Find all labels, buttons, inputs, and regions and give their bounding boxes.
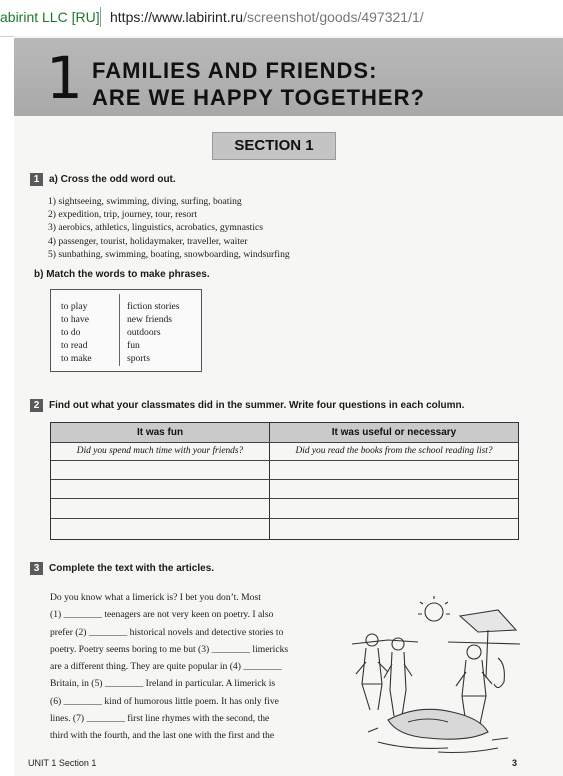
exercise-2-instruction: Find out what your classmates did in the summer. Write four questions in each column. xyxy=(49,400,465,411)
example-question-fun: Did you spend much time with your friends? xyxy=(76,446,244,456)
list-item: 2) expedition, trip, journey, tour, resort xyxy=(48,209,197,221)
match-right-item: outdoors xyxy=(127,327,161,338)
section-label: SECTION 1 xyxy=(212,132,336,160)
text-line xyxy=(50,641,330,658)
text-line xyxy=(50,606,330,623)
url-host: https://www.labirint.ru xyxy=(110,9,244,25)
list-item: 1) sightseeing, swimming, diving, surfing, boating xyxy=(48,196,242,207)
list-item: 3) aerobics, athletics, linguistics, acrobatics, gymnastics xyxy=(48,222,264,234)
exercise-2-badge: 2 xyxy=(30,399,43,412)
match-right-item: fiction stories xyxy=(127,301,180,312)
site-identity[interactable]: abirint LLC [RU] xyxy=(0,9,100,25)
exercise-3-badge: 3 xyxy=(30,562,43,575)
page-number: 3 xyxy=(512,758,518,768)
column-header-fun: It was fun xyxy=(51,423,269,442)
url-text[interactable] xyxy=(110,9,424,25)
exercise-1a-instruction: a) Cross the odd word out. xyxy=(49,174,176,185)
match-divider xyxy=(119,294,120,366)
match-left-item: to have xyxy=(61,314,89,325)
unit-number: 1 xyxy=(46,44,83,112)
unit-banner xyxy=(14,38,563,116)
text-line-content: prefer (2) ________ historical novels and detective stories to xyxy=(50,626,284,638)
match-left-column xyxy=(61,300,92,365)
column-header-useful: It was useful or necessary xyxy=(270,423,518,442)
table-row-line xyxy=(51,442,518,443)
text-line xyxy=(50,710,330,727)
text-line-content: are a different thing. They are quite popular in (4) ________ xyxy=(50,661,282,673)
match-right-column xyxy=(127,300,180,365)
text-line xyxy=(50,624,330,641)
text-line-content: (6) ________ kind of humorous little poem. It has only five xyxy=(50,695,279,707)
match-left-item: to read xyxy=(61,340,88,351)
list-item: 5) sunbathing, swimming, boating, snowboarding, windsurfing xyxy=(48,248,290,260)
table-column-divider xyxy=(269,423,270,539)
text-line-content: Do you know what a limerick is? I bet you don’t. Most xyxy=(50,592,261,603)
exercise-1b-instruction: b) Match the words to make phrases. xyxy=(34,269,210,280)
exercise-3-instruction: Complete the text with the articles. xyxy=(49,563,215,574)
list-item: 4) passenger, tourist, holidaymaker, traveller, waiter xyxy=(48,235,248,247)
match-right-item: fun xyxy=(127,340,140,351)
table-row-line xyxy=(51,460,518,461)
match-left-item: to make xyxy=(61,353,92,364)
table-row-line xyxy=(51,518,518,519)
questions-table xyxy=(50,422,519,540)
match-left-item: to do xyxy=(61,327,81,338)
match-left-item: to play xyxy=(61,301,88,312)
book-page xyxy=(14,36,563,776)
text-line-content: Britain, in (5) ________ Ireland in particular. A limerick is xyxy=(50,678,276,690)
text-line-content: lines. (7) ________ first line rhymes with the second, the xyxy=(50,713,270,725)
text-line xyxy=(50,658,330,675)
text-line xyxy=(50,589,330,606)
limerick-text xyxy=(50,589,330,745)
exercise-1-badge: 1 xyxy=(30,173,43,186)
match-box xyxy=(50,289,202,372)
match-right-item: new friends xyxy=(127,314,173,325)
beach-illustration xyxy=(348,592,523,762)
text-line-content: (1) ________ teenagers are not very keen on poetry. I also xyxy=(50,609,274,621)
table-row-line xyxy=(51,498,518,499)
address-divider xyxy=(100,7,101,27)
text-line xyxy=(50,727,330,744)
unit-title-line1: FAMILIES AND FRIENDS: xyxy=(92,58,378,83)
url-path: /screenshot/goods/497321/1/ xyxy=(243,9,424,25)
address-bar[interactable] xyxy=(0,0,563,37)
unit-title-line2: ARE WE HAPPY TOGETHER? xyxy=(92,85,425,110)
table-row-line xyxy=(51,479,518,480)
odd-word-list xyxy=(48,195,290,261)
text-line xyxy=(50,675,330,692)
page-footer: UNIT 1 Section 1 xyxy=(28,758,97,768)
text-line-content: poetry. Poetry seems boring to me but (3) ________ limericks xyxy=(50,643,289,655)
text-line xyxy=(50,693,330,710)
example-question-useful: Did you read the books from the school reading list? xyxy=(295,446,493,456)
match-right-item: sports xyxy=(127,353,150,364)
text-line-content: third with the fourth, and the last one with the first and the xyxy=(50,730,275,742)
